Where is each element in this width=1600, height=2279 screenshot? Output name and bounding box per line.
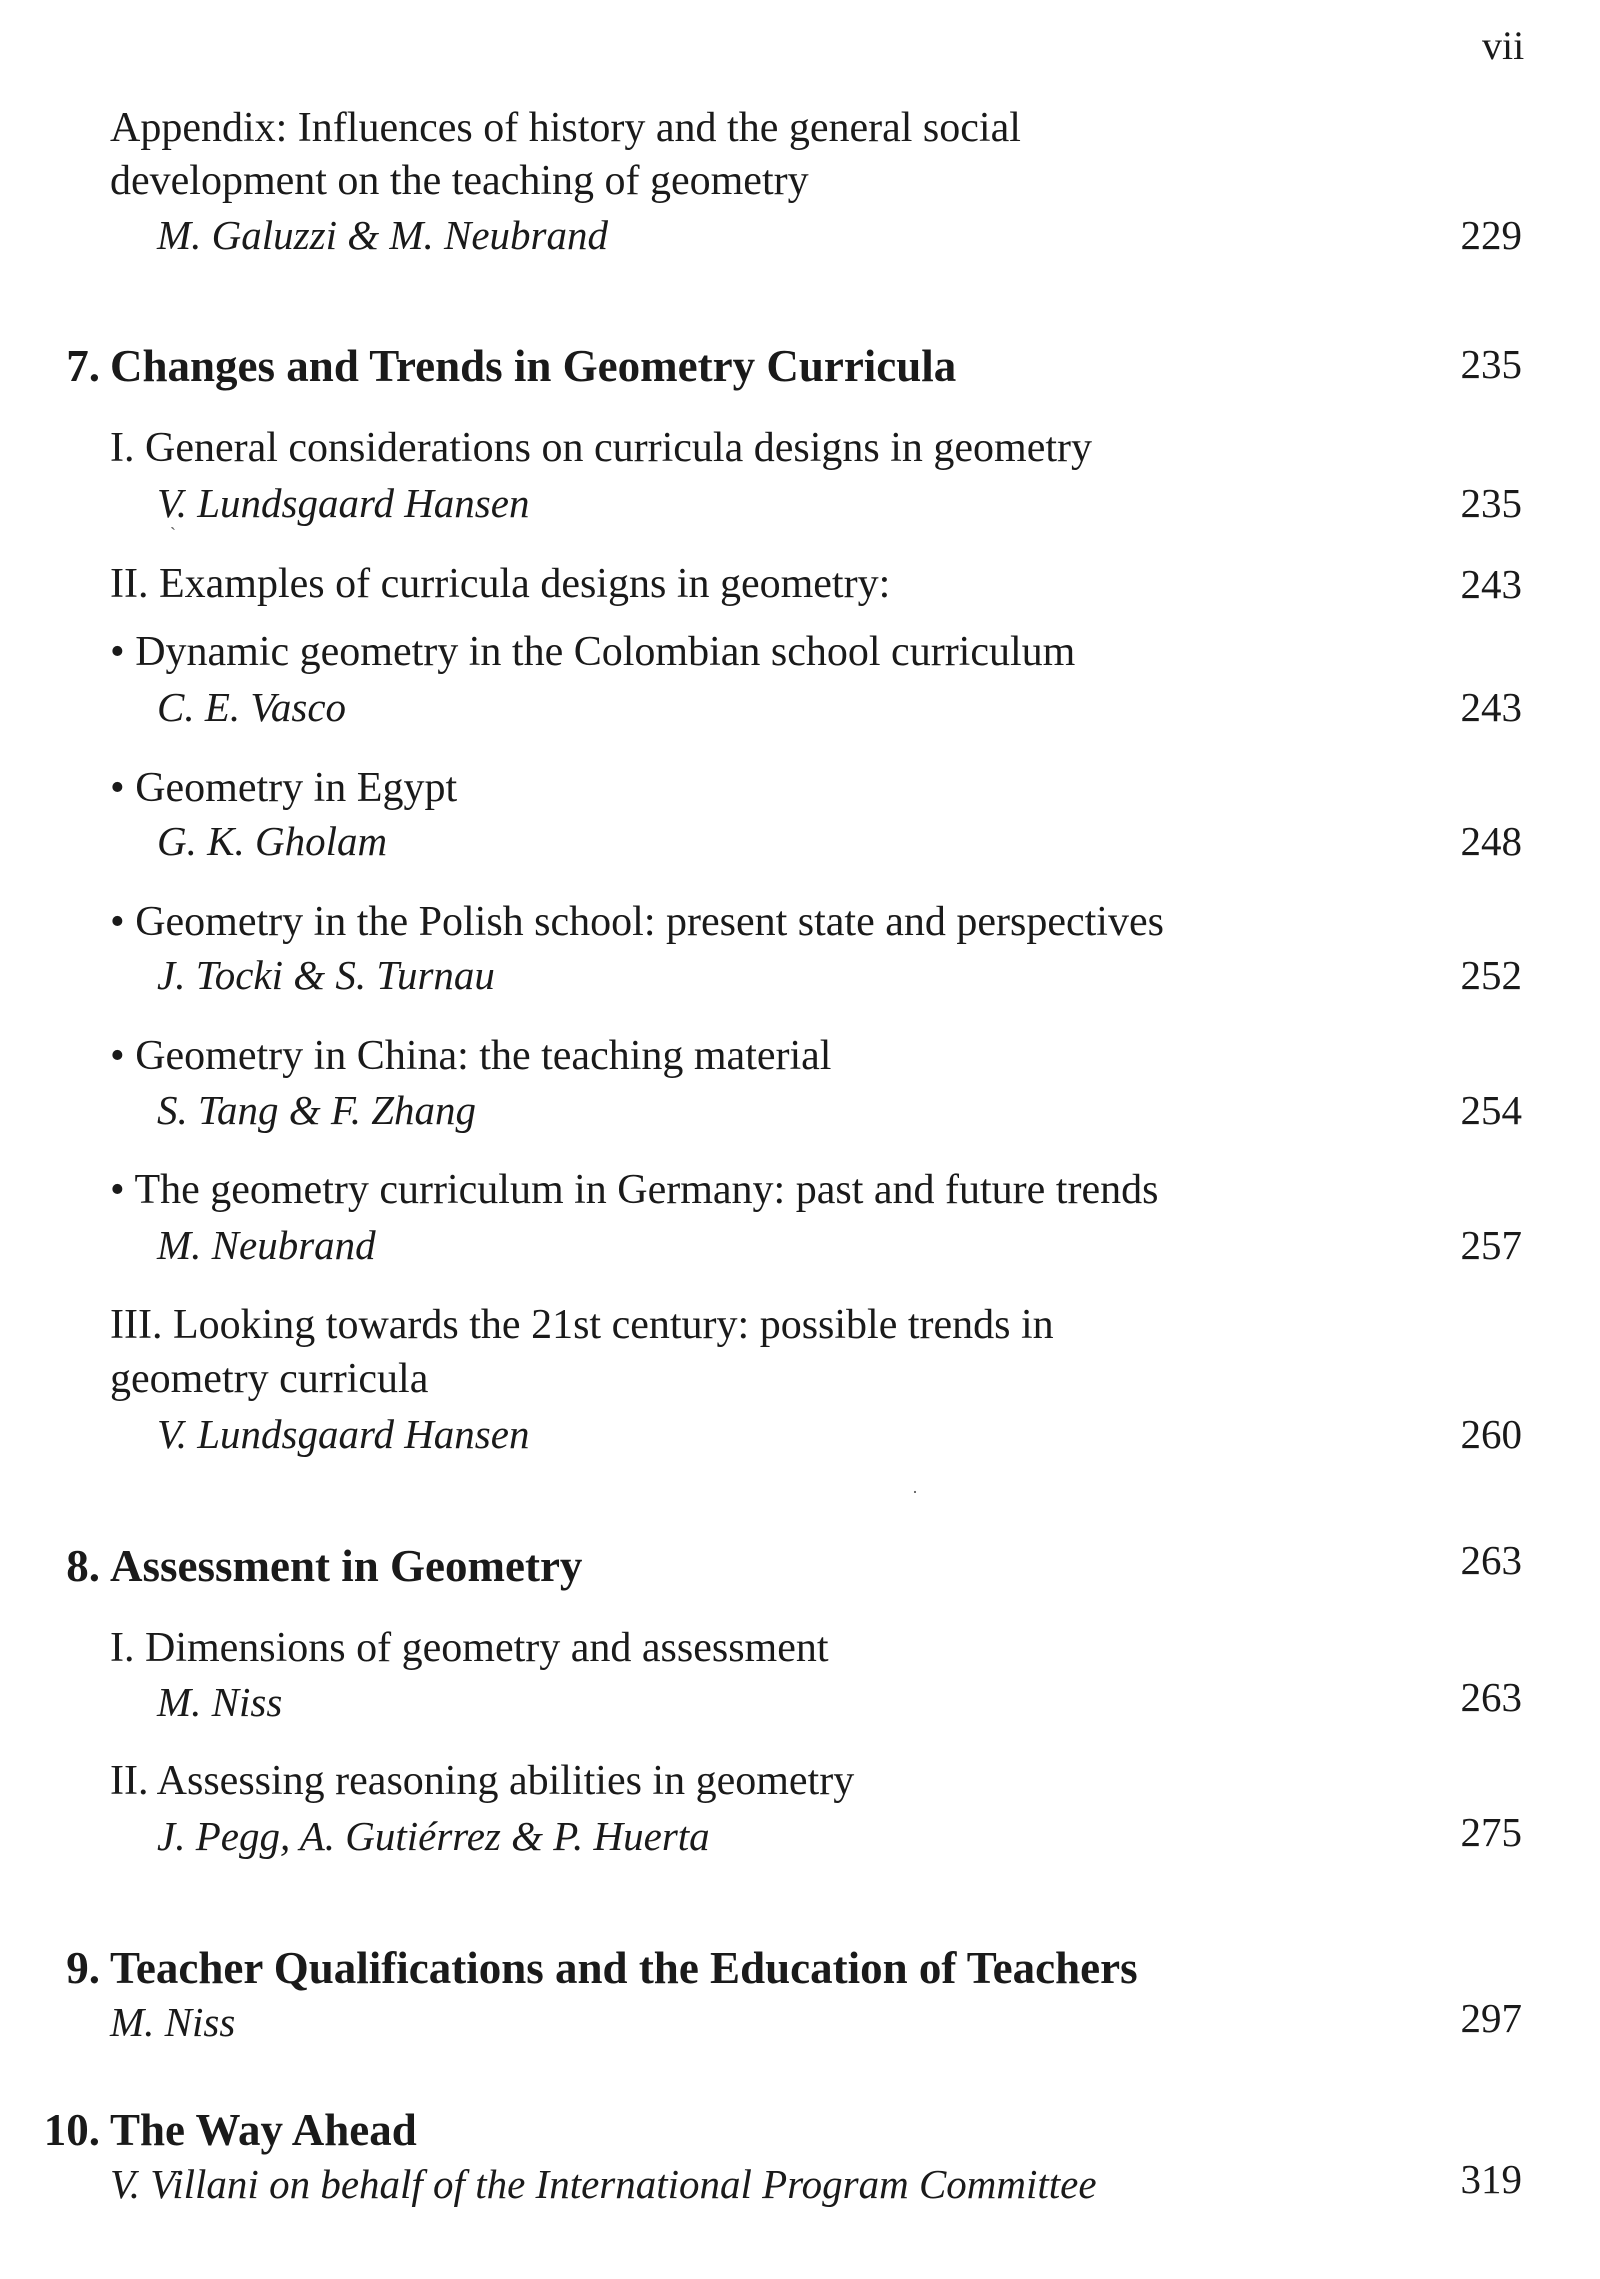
section-author: V. Lundsgaard Hansen xyxy=(157,1411,530,1457)
stray-mark: ` xyxy=(170,524,176,544)
chapter-title: Assessment in Geometry xyxy=(110,1541,583,1591)
chapter-author: M. Niss xyxy=(110,1999,236,2045)
chapter-number: 10. xyxy=(43,2105,100,2155)
section-title: I. General considerations on curricula designs in geometry xyxy=(110,425,1093,471)
chapter-title: The Way Ahead xyxy=(110,2105,417,2155)
chapter-page: 319 xyxy=(1460,2156,1522,2202)
stray-mark: · xyxy=(912,1482,918,1502)
section-title: I. Dimensions of geometry and assessment xyxy=(110,1625,829,1671)
bullet-title: • Geometry in Egypt xyxy=(110,765,458,811)
bullet-title: • The geometry curriculum in Germany: past and future trends xyxy=(110,1167,1159,1213)
bullet-page: 252 xyxy=(1460,952,1522,998)
page-number: vii xyxy=(1482,23,1525,68)
section-page: 235 xyxy=(1460,480,1522,526)
bullet-title: • Dynamic geometry in the Colombian school curriculum xyxy=(110,629,1076,675)
chapter-page: 235 xyxy=(1460,341,1522,387)
bullet-author: M. Neubrand xyxy=(157,1222,376,1268)
bullet-author: G. K. Gholam xyxy=(157,818,388,864)
chapter-author: V. Villani on behalf of the International Program Committee xyxy=(110,2161,1097,2207)
chapter-title: Changes and Trends in Geometry Curricula xyxy=(110,341,957,391)
section-page: 275 xyxy=(1460,1809,1522,1855)
entry-title-line1: Appendix: Influences of history and the general social xyxy=(110,105,1021,151)
bullet-page: 257 xyxy=(1460,1222,1522,1268)
bullet-author: C. E. Vasco xyxy=(157,684,347,730)
section-author: V. Lundsgaard Hansen xyxy=(157,480,530,526)
chapter-number: 9. xyxy=(66,1943,100,1993)
chapter-page: 263 xyxy=(1460,1537,1522,1583)
section-author: M. Niss xyxy=(157,1679,283,1725)
entry-title-line2: development on the teaching of geometry xyxy=(110,158,809,204)
entry-page: 229 xyxy=(1460,212,1522,258)
section-page: 260 xyxy=(1460,1411,1522,1457)
bullet-page: 243 xyxy=(1460,684,1522,730)
chapter-number: 7. xyxy=(66,341,100,391)
section-page: 263 xyxy=(1460,1674,1522,1720)
section-title-line2: geometry curricula xyxy=(110,1356,429,1402)
chapter-title: Teacher Qualifications and the Education of Teachers xyxy=(110,1943,1138,1993)
bullet-title: • Geometry in China: the teaching material xyxy=(110,1033,832,1079)
section-title-line1: III. Looking towards the 21st century: possible trends in xyxy=(110,1302,1054,1348)
bullet-author: S. Tang & F. Zhang xyxy=(157,1087,476,1133)
chapter-number: 8. xyxy=(66,1541,100,1591)
bullet-title: • Geometry in the Polish school: present state and perspectives xyxy=(110,899,1164,945)
chapter-page: 297 xyxy=(1460,1995,1522,2041)
bullet-page: 248 xyxy=(1460,818,1522,864)
bullet-page: 254 xyxy=(1460,1087,1522,1133)
section-title: II. Assessing reasoning abilities in geometry xyxy=(110,1758,855,1804)
section-author: J. Pegg, A. Gutiérrez & P. Huerta xyxy=(157,1813,710,1859)
entry-author: M. Galuzzi & M. Neubrand xyxy=(157,212,608,258)
bullet-author: J. Tocki & S. Turnau xyxy=(157,952,495,998)
section-page: 243 xyxy=(1460,561,1522,607)
section-title: II. Examples of curricula designs in geometry: xyxy=(110,561,891,607)
